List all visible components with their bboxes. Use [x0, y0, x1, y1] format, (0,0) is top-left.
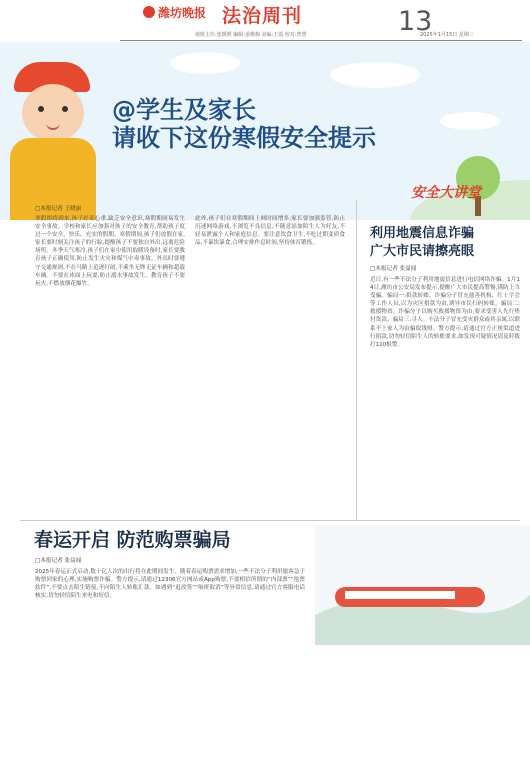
right-headline-line1: 利用地震信息诈骗 [370, 226, 475, 241]
right-article-body: 近日,有一些不法分子利用地震信息进行电信网络诈骗。1月14日,潍坊市公安局发布提示,提醒广大市民提高警惕,谨防上当受骗。骗局一:捐款转账。诈骗分子冒充慈善机构、红十字会等工作人员,以为灾区捐款为由,诱导市民扫码转账。骗局二:救援物资。诈骗分子以购买救援物资为由,要求受害人先行垫付货款。骗局三:寻人。不法分子冒充受灾群众或其亲属,以联系不上家人为由骗取钱财。警方提示:请通过官方正规渠道进行捐款,切勿轻信陌生人的转账要求,如发现可疑情况请及时拨打110报警。 [370, 277, 520, 348]
safety-talk-logo: 安全大讲堂 [411, 185, 481, 201]
page-number: 13 [398, 6, 433, 37]
editors-line: 值班主任:张媛媛 编辑:姜楷梅 美编:王霞 校对:曾慧 [195, 32, 307, 38]
paper-name: 潍坊晚报 [158, 6, 207, 20]
train-illustration-icon [315, 525, 530, 645]
section-title: 法治周刊 [222, 5, 303, 27]
left-article-col1: 寒假即将到来,孩子好奇心重,缺乏安全意识,寒假期间易发生安全事故。学校和家长应加强对孩子的安全教育,帮助孩子度过一个安全、快乐、充实的假期。寒假期间,孩子们放假在家,家长要时刻关注孩子的行踪,提醒孩子不要独自外出,远离危险场所。冬季天气寒冷,孩子们在家中使用取暖设备时,家长要教育孩子正确使用,防止发生火灾和煤气中毒事故。外出时要遵守交通规则,不在马路上追逐打闹,不乘坐无牌无证车辆和超载车辆。不要在冰面上玩耍,防止溺水事故发生。教育孩子不要玩火,不燃放烟花爆竹。 [35, 216, 185, 287]
hero-title-line1: @学生及家长 [112, 96, 256, 124]
right-byline: □本报记者 张曼闻 [370, 266, 417, 272]
header-divider [120, 40, 522, 41]
hero-title-line2: 请收下这份寒假安全提示 [112, 124, 376, 152]
left-article-col2: 此外,孩子们在寒假期间上网时间增多,家长要加强监管,防止沉迷网络游戏,不浏览不良信息,不随意添加陌生人为好友,不轻易泄露个人和家庭信息。要注意饮食卫生,不吃过期变质食品,不暴饮暴食,合理安排作息时间,坚持体育锻炼。 [195, 216, 345, 247]
masthead [0, 0, 530, 40]
paper-logo-icon [143, 6, 155, 18]
left-byline: □本报记者 王晓丽 [35, 206, 82, 212]
bottom-article-body: 2025年春运正式启动,数十亿人次的出行将在此期间发生。随着春运购票需求增加,一些不法分子利用旅客急于购票回家的心理,实施购票诈骗。警方提示,请通过12306官方网站或App购票,不要相信所谓的“内部票”“抢票软件”,不要点击陌生链接,不向陌生人转账汇款。如遇到“退改签”“航班取消”等异常信息,请通过官方客服电话核实,切勿轻信陌生来电和短信。 [35, 569, 305, 600]
right-headline-line2: 广大市民请擦亮眼 [370, 244, 475, 259]
spring-headline: 春运开启 防范购票骗局 [34, 529, 231, 551]
date-line: 2025年1月15日 星期三 [420, 32, 474, 38]
section-divider [20, 520, 520, 521]
kid-face-icon [22, 84, 84, 142]
bottom-byline: □本报记者 张益闻 [35, 558, 82, 564]
column-divider [356, 200, 357, 520]
